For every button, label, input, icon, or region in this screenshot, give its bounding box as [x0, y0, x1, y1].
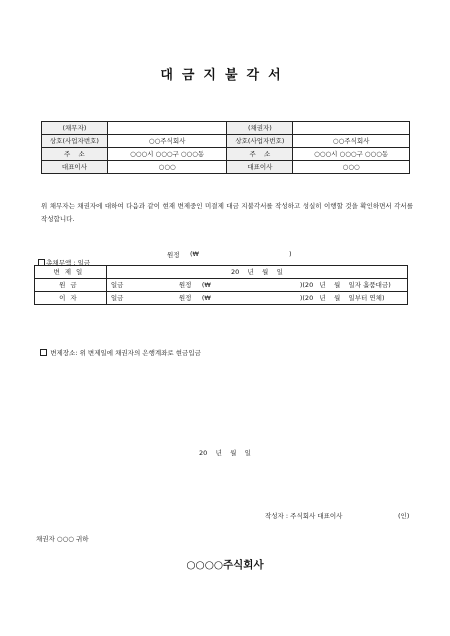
- payment-table: [34, 265, 408, 305]
- repay-date-value: 20 년 월 일: [106, 266, 407, 279]
- interest-won: (₩: [201, 294, 211, 302]
- principal-row: [35, 279, 408, 292]
- total-debt-won: (₩: [190, 250, 199, 258]
- signing-date: 20 년 월 일: [199, 449, 251, 457]
- statement-paragraph: 위 채무자는 채권자에 대하여 다음과 같이 현재 변제중인 미결제 대금 지불각서를 작성하고 성실히 이행할 것을 확인하면서 각서를 작성합니다.: [41, 202, 413, 223]
- creditor-header-blank: [293, 122, 410, 135]
- repay-date-row: [35, 266, 408, 279]
- parties-row-business: [42, 135, 410, 148]
- interest-prefix: 일금: [110, 294, 124, 302]
- total-debt-close: ): [289, 250, 292, 258]
- debtor-address-label: 주 소: [42, 148, 108, 161]
- company-name: ○○○○주식회사: [186, 559, 264, 571]
- creditor-business-value: ○○주식회사: [293, 135, 410, 148]
- creditor-address-label: 주 소: [227, 148, 293, 161]
- parties-row-address: [42, 148, 410, 161]
- principal-prefix: 일금: [110, 281, 124, 289]
- debtor-ceo-value: ○○○: [107, 161, 227, 174]
- interest-value: [106, 292, 407, 305]
- debtor-business-label: 상호(사업자번호): [42, 135, 108, 148]
- principal-unit: 원정: [178, 281, 192, 289]
- debtor-header: (채무자): [42, 122, 108, 135]
- debtor-address-value: ○○○시 ○○○구 ○○○동: [107, 148, 227, 161]
- parties-row-ceo: [42, 161, 410, 174]
- repay-place-text: 변제장소: 위 변제일에 채권자의 은행계좌로 현금입금: [50, 349, 201, 357]
- repay-date-label: 변제일: [35, 266, 107, 279]
- creditor-header: (채권자): [227, 122, 293, 135]
- checkbox-icon: [40, 349, 47, 356]
- seal-mark: (인): [398, 512, 410, 520]
- debtor-header-blank: [107, 122, 227, 135]
- repay-place-line: [36, 340, 201, 357]
- interest-row: [35, 292, 408, 305]
- creditor-ceo-label: 대표이사: [227, 161, 293, 174]
- principal-won: (₩: [201, 281, 211, 289]
- debtor-business-value: ○○주식회사: [107, 135, 227, 148]
- principal-label: 원금: [35, 279, 107, 292]
- total-debt-label: 총채무액 : 일금: [46, 259, 91, 267]
- parties-header-row: [42, 122, 410, 135]
- parties-table: [41, 121, 410, 174]
- total-debt-unit: 원정: [167, 251, 180, 259]
- principal-note: )(20 년 월 일자 흘품대금): [299, 281, 391, 289]
- creditor-address-value: ○○○시 ○○○구 ○○○동: [293, 148, 410, 161]
- interest-note: )(20 년 월 일부터 연체): [299, 294, 385, 302]
- interest-unit: 원정: [178, 294, 192, 302]
- creditor-business-label: 상호(사업자번호): [227, 135, 293, 148]
- recipient-line: 채권자 ○○○ 귀하: [36, 535, 89, 543]
- document-title: 대금지불각서: [160, 68, 290, 83]
- creditor-ceo-value: ○○○: [293, 161, 410, 174]
- debtor-ceo-label: 대표이사: [42, 161, 108, 174]
- principal-value: [106, 279, 407, 292]
- interest-label: 이자: [35, 292, 107, 305]
- writer-line: 작성자 : 주식회사 대표이사: [265, 512, 343, 520]
